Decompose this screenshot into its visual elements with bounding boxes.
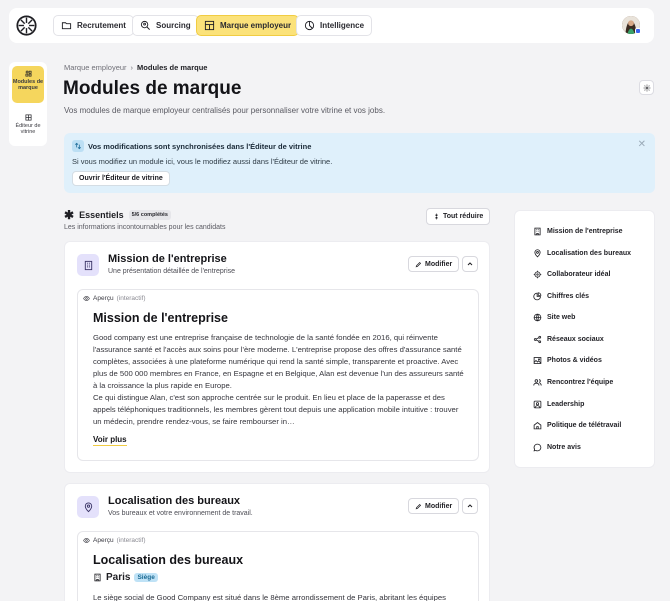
module-nav-chiffres[interactable] bbox=[533, 292, 589, 301]
pie-chart-icon bbox=[304, 20, 315, 31]
module-nav-reseaux[interactable] bbox=[533, 335, 604, 344]
open-editor-button[interactable]: Ouvrir l'Éditeur de vitrine bbox=[72, 171, 170, 186]
preview-label bbox=[83, 537, 146, 544]
section-header bbox=[64, 208, 171, 222]
preview-paragraph: Le siège social de Good Company est situé dans le 8ème arrondissement de Paris, abritant les équipes bbox=[93, 593, 446, 601]
module-nav-label: Rencontrez l'équipe bbox=[547, 379, 614, 386]
breadcrumb-parent[interactable]: Marque employeur bbox=[64, 63, 127, 72]
section-title: Essentiels bbox=[79, 210, 124, 220]
preview-title: Localisation des bureaux bbox=[93, 553, 244, 567]
banner-text: Si vous modifiez un module ici, vous le modifiez aussi dans l'Éditeur de vitrine. bbox=[72, 157, 333, 166]
module-nav-label: Site web bbox=[547, 314, 576, 321]
account-badge bbox=[635, 28, 641, 34]
eye-icon bbox=[83, 537, 90, 544]
collapse-module-button[interactable] bbox=[462, 256, 478, 272]
share-icon bbox=[533, 335, 542, 344]
sync-icon bbox=[72, 140, 84, 152]
page-subtitle: Vos modules de marque employeur centralisés pour personnaliser votre vitrine et vos jobs. bbox=[64, 106, 386, 115]
module-nav-mission[interactable] bbox=[533, 227, 623, 236]
page-title: Modules de marque bbox=[63, 78, 242, 99]
module-preview[interactable] bbox=[77, 531, 479, 601]
chart-pie-icon bbox=[533, 292, 542, 301]
banner-title: Vos modifications sont synchronisées dans l'Éditeur de vitrine bbox=[88, 142, 312, 151]
globe-icon bbox=[533, 313, 542, 322]
section-subtitle: Les informations incontournables pour les candidats bbox=[64, 224, 226, 231]
preview-label bbox=[83, 295, 146, 302]
sync-info-banner bbox=[64, 133, 655, 193]
module-nav-label: Photos & vidéos bbox=[547, 357, 602, 364]
pencil-icon bbox=[415, 503, 422, 510]
nav-sourcing[interactable] bbox=[132, 15, 199, 36]
folder-icon bbox=[61, 20, 72, 31]
office-location-row bbox=[93, 572, 158, 583]
eye-icon bbox=[83, 295, 90, 302]
preview-title: Mission de l'entreprise bbox=[93, 311, 228, 325]
preview-paragraph: Good company est une entreprise française de technologie de la santé fondée en 2016, qui réinvente l'assurance santé et l'accès aux soins pour l'ère moderne. L'entreprise propose des offres d'assurance santé complètes, associées à une plateforme numérique qui rend la santé simple, transparente et proactive. Avec plus de 500 000 membres en France, en Espagne et en Belgique, Alan est devenue l'un des assureurs santé à la croissance la plus rapide en Europe. bbox=[93, 333, 464, 390]
building-icon bbox=[77, 254, 99, 276]
preview-paragraph: Ce qui distingue Alan, c'est son approche centrée sur le produit. En lieu et place de la paperasse et des appels téléphoniques traditionnels, les membres gèrent tout depuis une application mobile intuitive : trouver un médecin, prendre rendez-vous, se faire rembourser in… bbox=[93, 393, 459, 426]
sidebar-item-modules-de-marque[interactable] bbox=[12, 66, 44, 103]
module-nav-label: Réseaux sociaux bbox=[547, 336, 604, 343]
close-icon[interactable]: ✕ bbox=[637, 139, 646, 150]
collapse-module-button[interactable] bbox=[462, 498, 478, 514]
top-navigation-bar bbox=[9, 8, 654, 43]
asterisk-icon: ✱ bbox=[64, 208, 75, 222]
edit-button[interactable] bbox=[408, 498, 459, 514]
nav-intelligence-label: Intelligence bbox=[320, 21, 365, 30]
preview-label-text: Aperçu bbox=[93, 537, 114, 544]
nav-recrutement[interactable] bbox=[53, 15, 134, 36]
module-nav-teletravail[interactable] bbox=[533, 421, 621, 430]
nav-recrutement-label: Recrutement bbox=[77, 21, 126, 30]
module-nav-label: Mission de l'entreprise bbox=[547, 228, 623, 235]
module-preview[interactable] bbox=[77, 289, 479, 461]
image-icon bbox=[533, 356, 542, 365]
chevron-up-icon bbox=[467, 261, 473, 267]
module-title: Mission de l'entreprise bbox=[108, 253, 227, 265]
map-pin-icon bbox=[533, 249, 542, 258]
see-more-link[interactable]: Voir plus bbox=[93, 435, 127, 444]
module-nav-label: Localisation des bureaux bbox=[547, 250, 632, 257]
gear-icon bbox=[643, 84, 651, 92]
users-icon bbox=[533, 378, 542, 387]
preview-label-text: Aperçu bbox=[93, 295, 114, 302]
module-nav-label: Leadership bbox=[547, 401, 585, 408]
module-nav-label: Collaborateur idéal bbox=[547, 271, 611, 278]
module-nav-leadership[interactable] bbox=[533, 400, 584, 409]
module-nav-label: Notre avis bbox=[547, 444, 581, 451]
chevron-up-icon bbox=[467, 503, 473, 509]
module-title: Localisation des bureaux bbox=[108, 495, 241, 507]
sidebar-item-label: Modules de marque bbox=[12, 79, 44, 91]
nav-sourcing-label: Sourcing bbox=[156, 21, 191, 30]
preview-tag: (interactif) bbox=[116, 537, 146, 544]
breadcrumb-separator: › bbox=[130, 63, 134, 72]
module-nav-photos[interactable] bbox=[533, 356, 602, 365]
pencil-icon bbox=[415, 261, 422, 268]
collapse-all-label: Tout réduire bbox=[443, 213, 484, 220]
module-subtitle: Vos bureaux et votre environnement de travail. bbox=[108, 510, 253, 517]
breadcrumb bbox=[64, 63, 207, 72]
building-icon bbox=[533, 227, 542, 236]
home-icon bbox=[533, 421, 542, 430]
edit-button[interactable] bbox=[408, 256, 459, 272]
search-person-icon bbox=[140, 20, 151, 31]
module-nav-localisation[interactable] bbox=[533, 249, 631, 258]
layout-icon bbox=[204, 20, 215, 31]
section-sidebar bbox=[9, 62, 47, 146]
module-nav-equipe[interactable] bbox=[533, 378, 613, 387]
nav-intelligence[interactable] bbox=[296, 15, 372, 36]
breadcrumb-current: Modules de marque bbox=[137, 63, 208, 72]
preview-tag: (interactif) bbox=[116, 295, 146, 302]
city-name: Paris bbox=[106, 572, 131, 583]
collapse-icon bbox=[433, 213, 440, 220]
headquarters-badge: Siège bbox=[134, 573, 157, 582]
modules-icon bbox=[25, 70, 32, 77]
nav-marque-employeur[interactable] bbox=[196, 15, 299, 36]
module-nav-avis[interactable] bbox=[533, 443, 581, 452]
settings-button[interactable] bbox=[639, 80, 654, 95]
sidebar-item-label: Éditeur de vitrine bbox=[15, 123, 41, 135]
module-nav-label: Chiffres clés bbox=[547, 293, 590, 300]
map-pin-icon bbox=[77, 496, 99, 518]
module-subtitle: Une présentation détaillée de l'entreprise bbox=[108, 268, 236, 275]
module-nav-collaborateur[interactable] bbox=[533, 270, 610, 279]
edit-label: Modifier bbox=[425, 502, 453, 510]
grid-icon bbox=[25, 114, 32, 121]
logo-icon[interactable] bbox=[16, 15, 37, 36]
user-badge-icon bbox=[533, 400, 542, 409]
collapse-all-button[interactable] bbox=[426, 208, 490, 225]
module-navigation bbox=[514, 210, 655, 468]
module-card-localisation bbox=[64, 483, 490, 601]
sidebar-item-editeur-de-vitrine[interactable] bbox=[12, 110, 44, 140]
module-nav-label: Politique de télétravail bbox=[547, 422, 622, 429]
speech-bubble-icon bbox=[533, 443, 542, 452]
edit-label: Modifier bbox=[425, 260, 453, 268]
nav-marque-employeur-label: Marque employeur bbox=[220, 21, 292, 30]
building-icon bbox=[93, 573, 102, 582]
target-icon bbox=[533, 270, 542, 279]
module-card-mission bbox=[64, 241, 490, 473]
module-nav-site-web[interactable] bbox=[533, 313, 575, 322]
completion-badge: 5/6 complétés bbox=[129, 210, 171, 220]
